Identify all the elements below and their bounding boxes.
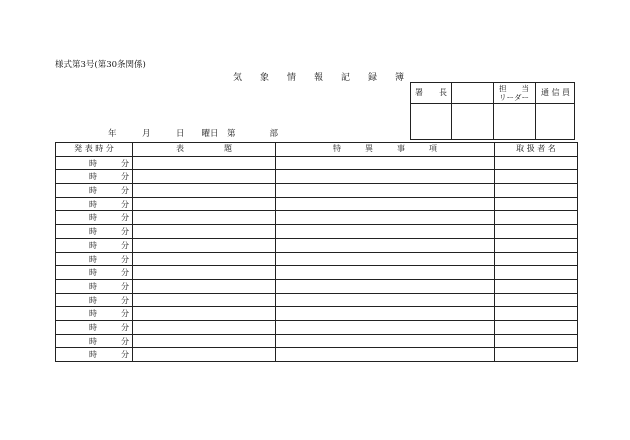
- minute-label: 分: [121, 172, 129, 182]
- hour-label: 時: [89, 254, 97, 264]
- minute-label: 分: [121, 199, 129, 209]
- approval-box: [410, 82, 575, 140]
- minute-label: 分: [121, 281, 129, 291]
- time-cell[interactable]: [56, 307, 133, 321]
- subject-cell[interactable]: [133, 184, 276, 198]
- table-row: [56, 348, 578, 362]
- table-row: [56, 197, 578, 211]
- table-row: [56, 334, 578, 348]
- handler-cell[interactable]: [495, 252, 578, 266]
- table-row: [56, 156, 578, 170]
- hour-label: 時: [89, 268, 97, 278]
- leader-label: [493, 84, 535, 102]
- hour-label: 時: [89, 172, 97, 182]
- handler-cell[interactable]: [495, 156, 578, 170]
- time-cell[interactable]: [56, 184, 133, 198]
- form-title: 気 象 情 報 記 録 簿: [233, 73, 405, 83]
- notes-cell[interactable]: [276, 293, 495, 307]
- subject-cell[interactable]: [133, 266, 276, 280]
- hour-label: 時: [89, 227, 97, 237]
- notes-cell[interactable]: [276, 252, 495, 266]
- handler-cell[interactable]: [495, 320, 578, 334]
- time-cell[interactable]: [56, 266, 133, 280]
- time-cell[interactable]: [56, 225, 133, 239]
- date-line: 年 月 日 曜日 第 部: [108, 129, 279, 139]
- table-body: [56, 156, 578, 361]
- col-header-time: 発 表 時 分: [56, 143, 133, 157]
- table-row: [56, 238, 578, 252]
- minute-label: 分: [121, 254, 129, 264]
- subject-cell[interactable]: [133, 320, 276, 334]
- table-row: [56, 170, 578, 184]
- table-row: [56, 279, 578, 293]
- minute-label: 分: [121, 158, 129, 168]
- minute-label: 分: [121, 336, 129, 346]
- time-cell[interactable]: [56, 279, 133, 293]
- table-row: [56, 307, 578, 321]
- handler-cell[interactable]: [495, 293, 578, 307]
- minute-label: 分: [121, 213, 129, 223]
- notes-cell[interactable]: [276, 184, 495, 198]
- minute-label: 分: [121, 322, 129, 332]
- leader-label-line2: リーダー: [499, 93, 529, 102]
- subject-cell[interactable]: [133, 307, 276, 321]
- table-row: [56, 225, 578, 239]
- table-row: [56, 211, 578, 225]
- notes-cell[interactable]: [276, 348, 495, 362]
- minute-label: 分: [121, 268, 129, 278]
- table-row: [56, 293, 578, 307]
- hour-label: 時: [89, 240, 97, 250]
- handler-cell[interactable]: [495, 211, 578, 225]
- col-header-notes: 特 異 事 項: [276, 143, 495, 157]
- notes-cell[interactable]: [276, 156, 495, 170]
- hour-label: 時: [89, 158, 97, 168]
- time-cell[interactable]: [56, 170, 133, 184]
- hour-label: 時: [89, 336, 97, 346]
- time-cell[interactable]: [56, 348, 133, 362]
- hour-label: 時: [89, 213, 97, 223]
- minute-label: 分: [121, 186, 129, 196]
- subject-cell[interactable]: [133, 197, 276, 211]
- subject-cell[interactable]: [133, 252, 276, 266]
- time-cell[interactable]: [56, 252, 133, 266]
- time-cell[interactable]: [56, 320, 133, 334]
- minute-label: 分: [121, 309, 129, 319]
- table-row: [56, 252, 578, 266]
- form-number: 様式第3号(第30条関係): [55, 60, 146, 70]
- time-cell[interactable]: [56, 293, 133, 307]
- notes-cell[interactable]: [276, 307, 495, 321]
- hour-label: 時: [89, 295, 97, 305]
- hour-label: 時: [89, 199, 97, 209]
- col-header-subject: 表 題: [133, 143, 276, 157]
- table-row: [56, 184, 578, 198]
- notes-cell[interactable]: [276, 225, 495, 239]
- notes-cell[interactable]: [276, 266, 495, 280]
- handler-cell[interactable]: [495, 238, 578, 252]
- notes-cell[interactable]: [276, 334, 495, 348]
- subject-cell[interactable]: [133, 238, 276, 252]
- time-cell[interactable]: [56, 238, 133, 252]
- handler-cell[interactable]: [495, 279, 578, 293]
- handler-cell[interactable]: [495, 184, 578, 198]
- minute-label: 分: [121, 350, 129, 360]
- subject-cell[interactable]: [133, 211, 276, 225]
- minute-label: 分: [121, 240, 129, 250]
- table-row: [56, 266, 578, 280]
- handler-cell[interactable]: [495, 307, 578, 321]
- handler-cell[interactable]: [495, 266, 578, 280]
- hour-label: 時: [89, 309, 97, 319]
- notes-cell[interactable]: [276, 211, 495, 225]
- subject-cell[interactable]: [133, 348, 276, 362]
- minute-label: 分: [121, 227, 129, 237]
- comm-label: 通 信 員: [540, 88, 571, 97]
- table-row: [56, 320, 578, 334]
- notes-cell[interactable]: [276, 197, 495, 211]
- subject-cell[interactable]: [133, 293, 276, 307]
- notes-cell[interactable]: [276, 238, 495, 252]
- weather-record-table: [55, 142, 578, 362]
- handler-cell[interactable]: [495, 334, 578, 348]
- time-cell[interactable]: [56, 197, 133, 211]
- handler-cell[interactable]: [495, 170, 578, 184]
- subject-cell[interactable]: [133, 170, 276, 184]
- notes-cell[interactable]: [276, 170, 495, 184]
- minute-label: 分: [121, 295, 129, 305]
- notes-cell[interactable]: [276, 320, 495, 334]
- handler-cell[interactable]: [495, 348, 578, 362]
- subject-cell[interactable]: [133, 279, 276, 293]
- hour-label: 時: [89, 281, 97, 291]
- leader-label-line1: 担 当: [499, 84, 529, 93]
- handler-cell[interactable]: [495, 197, 578, 211]
- hour-label: 時: [89, 350, 97, 360]
- subject-cell[interactable]: [133, 334, 276, 348]
- time-cell[interactable]: [56, 156, 133, 170]
- time-cell[interactable]: [56, 334, 133, 348]
- time-cell[interactable]: [56, 211, 133, 225]
- hour-label: 時: [89, 186, 97, 196]
- col-header-handler: 取 扱 者 名: [495, 143, 578, 157]
- table-header-row: [56, 143, 578, 157]
- subject-cell[interactable]: [133, 225, 276, 239]
- chief-label: 署 長: [415, 88, 447, 97]
- subject-cell[interactable]: [133, 156, 276, 170]
- handler-cell[interactable]: [495, 225, 578, 239]
- notes-cell[interactable]: [276, 279, 495, 293]
- hour-label: 時: [89, 322, 97, 332]
